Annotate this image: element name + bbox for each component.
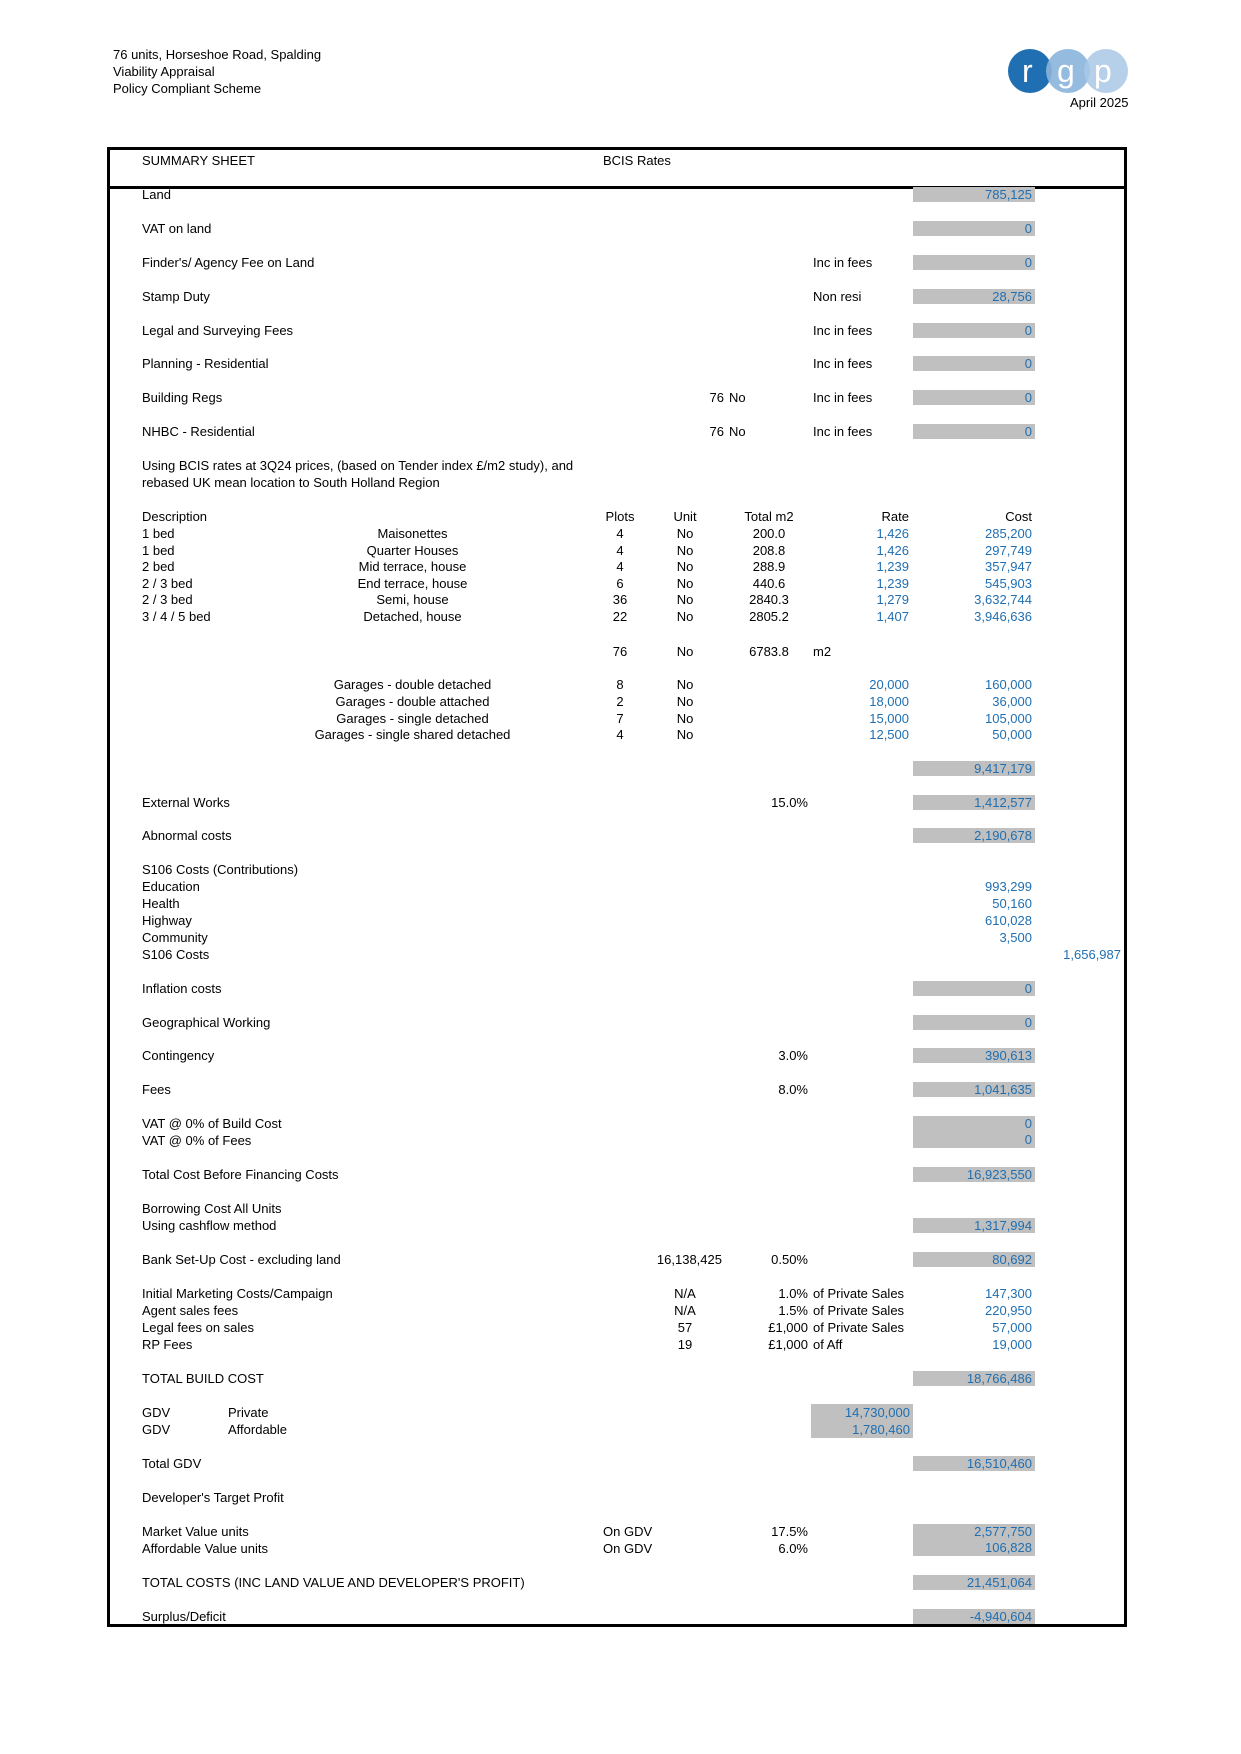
col-header-description: Description: [142, 509, 208, 524]
fees-pct: 8.0%: [778, 1082, 808, 1097]
unit-row-unit: No: [676, 559, 694, 575]
affordable-value-label: Affordable Value units: [142, 1541, 268, 1556]
total-m2: 6783.8: [749, 644, 789, 659]
marketing-row-basis: of Private Sales: [813, 1320, 905, 1335]
col-header-plots: Plots: [605, 509, 635, 524]
unit-row-cost: 3,632,744: [974, 592, 1032, 608]
gdv-affordable-type: Affordable: [228, 1422, 288, 1437]
affordable-value-basis: On GDV: [603, 1541, 653, 1556]
s106-item-label: Highway: [142, 913, 192, 928]
unit-row-unit: No: [676, 575, 694, 591]
unit-row-plots: 6: [616, 575, 624, 591]
unit-row-rate: 1,426: [876, 542, 909, 558]
gdv-private-value: 14,730,000: [811, 1404, 913, 1421]
garage-row-unit: No: [676, 693, 694, 709]
bank-setup-label: Bank Set-Up Cost - excluding land: [142, 1252, 341, 1267]
unit-row-cost: 297,749: [985, 542, 1032, 558]
unit-row-type: Quarter Houses: [366, 542, 459, 558]
surplus-deficit-value: -4,940,604: [913, 1609, 1035, 1624]
external-works-pct: 15.0%: [771, 795, 808, 810]
marketing-row-value: 147,300: [985, 1286, 1032, 1301]
garage-row-cost: 36,000: [992, 693, 1032, 709]
unit-row-m2: 440.6: [752, 575, 786, 591]
bank-setup-pct: 0.50%: [771, 1252, 808, 1267]
building-regs-note: Inc in fees: [813, 390, 873, 405]
market-value-label: Market Value units: [142, 1524, 249, 1539]
nhbc-qty: 76: [709, 424, 724, 439]
bank-setup-base: 16,138,425: [656, 1252, 722, 1267]
unit-row-type: End terrace, house: [357, 575, 468, 591]
planning-note: Inc in fees: [813, 356, 873, 371]
marketing-row-rate: 1.0%: [778, 1286, 808, 1301]
nhbc-unit: No: [729, 424, 746, 439]
s106-item-label: Health: [142, 896, 180, 911]
marketing-row-label: RP Fees: [142, 1337, 193, 1352]
total-costs-label: TOTAL COSTS (INC LAND VALUE AND DEVELOPER'S PROFIT): [142, 1575, 525, 1590]
marketing-row-rate: £1,000: [768, 1320, 808, 1335]
unit-row-cost: 545,903: [985, 575, 1032, 591]
land-label: Land: [142, 187, 171, 202]
total-build-cost-label: TOTAL BUILD COST: [142, 1371, 264, 1386]
bank-setup-value: 80,692: [913, 1252, 1035, 1267]
gdv-private-type: Private: [228, 1405, 269, 1420]
unit-row-type: Semi, house: [376, 592, 449, 608]
unit-row-desc: 3 / 4 / 5 bed: [142, 609, 211, 624]
marketing-row-qty: 19: [677, 1337, 693, 1352]
unit-row-cost: 3,946,636: [974, 609, 1032, 624]
vat-build-value: 0: [913, 1116, 1035, 1131]
geo-working-value: 0: [913, 1015, 1035, 1030]
borrowing-label-1: Borrowing Cost All Units: [142, 1201, 282, 1216]
col-header-unit: Unit: [673, 509, 697, 524]
unit-row-type: Maisonettes: [377, 526, 448, 541]
unit-row-rate: 1,239: [876, 559, 909, 575]
s106-total-value: 1,656,987: [1063, 947, 1121, 962]
header-line-2: Viability Appraisal: [113, 64, 215, 79]
garage-row-rate: 15,000: [869, 710, 909, 726]
bcis-rates-title: BCIS Rates: [603, 153, 671, 168]
building-regs-qty: 76: [709, 390, 724, 405]
total-plots: 76: [612, 644, 628, 659]
market-value-value: 2,577,750: [913, 1524, 1035, 1539]
vat-land-label: VAT on land: [142, 221, 212, 236]
s106-total-label: S106 Costs: [142, 947, 210, 962]
gdv-affordable-label: GDV: [142, 1422, 171, 1437]
marketing-row-basis: of Aff: [813, 1337, 843, 1352]
garage-row-unit: No: [676, 710, 694, 726]
surplus-deficit-label: Surplus/Deficit: [142, 1609, 226, 1624]
bcis-note-1: Using BCIS rates at 3Q24 prices, (based on Tender index £/m2 study), and: [142, 458, 574, 473]
garage-row-cost: 50,000: [992, 727, 1032, 743]
unit-row-rate: 1,279: [876, 592, 909, 608]
garage-row-type: Garages - double detached: [333, 677, 492, 692]
finder-fee-value: 0: [913, 255, 1035, 270]
geo-working-label: Geographical Working: [142, 1015, 271, 1030]
vat-fees-label: VAT @ 0% of Fees: [142, 1133, 252, 1148]
stamp-duty-note: Non resi: [813, 289, 862, 304]
borrowing-label-2: Using cashflow method: [142, 1218, 277, 1233]
unit-row-m2: 200.0: [752, 526, 786, 541]
abnormal-value: 2,190,678: [913, 828, 1035, 843]
stamp-duty-value: 28,756: [913, 289, 1035, 304]
vat-build-label: VAT @ 0% of Build Cost: [142, 1116, 282, 1131]
legal-surveying-value: 0: [913, 323, 1035, 338]
marketing-row-label: Agent sales fees: [142, 1303, 239, 1318]
s106-item-value: 610,028: [985, 913, 1032, 928]
marketing-row-rate: £1,000: [768, 1337, 808, 1352]
s106-item-value: 3,500: [999, 930, 1032, 945]
total-unit: No: [676, 644, 694, 659]
nhbc-label: NHBC - Residential: [142, 424, 255, 439]
garage-row-rate: 12,500: [869, 727, 909, 743]
marketing-row-value: 57,000: [992, 1320, 1032, 1335]
unit-row-desc: 2 bed: [142, 559, 175, 575]
rgp-logo: [1006, 46, 1142, 96]
unit-row-unit: No: [676, 526, 694, 541]
garage-row-rate: 20,000: [869, 677, 909, 692]
total-before-financing-value: 16,923,550: [913, 1167, 1035, 1182]
total-costs-value: 21,451,064: [913, 1575, 1035, 1590]
contingency-label: Contingency: [142, 1048, 215, 1063]
unit-row-cost: 357,947: [985, 559, 1032, 575]
total-before-financing-label: Total Cost Before Financing Costs: [142, 1167, 339, 1182]
garage-row-unit: No: [676, 727, 694, 743]
s106-item-value: 50,160: [992, 896, 1032, 911]
unit-row-unit: No: [676, 542, 694, 558]
borrowing-value: 1,317,994: [913, 1218, 1035, 1233]
marketing-row-label: Initial Marketing Costs/Campaign: [142, 1286, 333, 1301]
garage-row-cost: 160,000: [985, 677, 1032, 692]
building-regs-value: 0: [913, 390, 1035, 405]
marketing-row-label: Legal fees on sales: [142, 1320, 255, 1335]
garage-row-type: Garages - single shared detached: [314, 727, 511, 743]
nhbc-note: Inc in fees: [813, 424, 873, 439]
total-build-cost-value: 18,766,486: [913, 1371, 1035, 1386]
unit-row-m2: 288.9: [752, 559, 786, 575]
market-value-pct: 17.5%: [771, 1524, 808, 1539]
unit-row-plots: 36: [612, 592, 628, 608]
logo-letter-g: g: [1057, 53, 1075, 89]
unit-row-m2: 2805.2: [749, 609, 789, 624]
unit-row-plots: 4: [616, 542, 624, 558]
s106-item-label: Education: [142, 879, 200, 894]
building-regs-label: Building Regs: [142, 390, 223, 405]
marketing-row-basis: of Private Sales: [813, 1286, 905, 1301]
inflation-value: 0: [913, 981, 1035, 996]
unit-row-plots: 4: [616, 559, 624, 575]
fees-value: 1,041,635: [913, 1082, 1035, 1097]
unit-row-desc: 2 / 3 bed: [142, 575, 193, 591]
planning-label: Planning - Residential: [142, 356, 269, 371]
affordable-value-pct: 6.0%: [778, 1541, 808, 1556]
unit-row-rate: 1,239: [876, 575, 909, 591]
unit-row-type: Mid terrace, house: [358, 559, 467, 575]
s106-item-label: Community: [142, 930, 208, 945]
external-works-label: External Works: [142, 795, 230, 810]
total-gdv-label: Total GDV: [142, 1456, 202, 1471]
garage-row-type: Garages - double attached: [335, 693, 490, 709]
marketing-row-rate: 1.5%: [778, 1303, 808, 1318]
garage-row-plots: 2: [616, 693, 624, 709]
external-works-value: 1,412,577: [913, 795, 1035, 810]
col-header-total-m2: Total m2: [744, 509, 794, 524]
unit-row-m2: 2840.3: [749, 592, 789, 608]
legal-surveying-note: Inc in fees: [813, 323, 873, 338]
garage-row-plots: 7: [616, 710, 624, 726]
contingency-value: 390,613: [913, 1048, 1035, 1063]
vat-land-value: 0: [913, 221, 1035, 236]
unit-row-plots: 4: [616, 526, 624, 541]
unit-row-rate: 1,426: [876, 526, 909, 541]
unit-row-unit: No: [676, 592, 694, 608]
land-value: 785,125: [913, 187, 1035, 202]
unit-row-desc: 1 bed: [142, 542, 175, 558]
total-gdv-value: 16,510,460: [913, 1456, 1035, 1471]
garage-row-unit: No: [676, 677, 694, 692]
bcis-note-2: rebased UK mean location to South Holland Region: [142, 475, 440, 490]
summary-sheet-title: SUMMARY SHEET: [142, 153, 255, 168]
unit-row-rate: 1,407: [876, 609, 909, 624]
garage-row-type: Garages - single detached: [336, 710, 489, 726]
affordable-value-value: 106,828: [913, 1539, 1035, 1556]
header-line-1: 76 units, Horseshoe Road, Spalding: [113, 47, 322, 62]
garage-row-cost: 105,000: [985, 710, 1032, 726]
total-m2-unit: m2: [813, 644, 832, 659]
vat-fees-value: 0: [913, 1131, 1035, 1148]
logo-letter-p: p: [1094, 53, 1112, 89]
unit-row-desc: 1 bed: [142, 526, 175, 541]
header-line-3: Policy Compliant Scheme: [113, 81, 262, 96]
logo-letter-r: r: [1022, 53, 1033, 89]
marketing-row-value: 19,000: [992, 1337, 1032, 1352]
col-header-cost: Cost: [1005, 509, 1032, 524]
market-value-basis: On GDV: [603, 1524, 653, 1539]
finder-fee-note: Inc in fees: [813, 255, 873, 270]
building-regs-unit: No: [729, 390, 746, 405]
marketing-row-qty: N/A: [674, 1286, 696, 1301]
s106-item-value: 993,299: [985, 879, 1032, 894]
unit-row-desc: 2 / 3 bed: [142, 592, 193, 608]
marketing-row-basis: of Private Sales: [813, 1303, 905, 1318]
unit-row-unit: No: [676, 609, 694, 624]
marketing-row-value: 220,950: [985, 1303, 1032, 1318]
build-total-value: 9,417,179: [913, 761, 1035, 776]
report-date: April 2025: [1070, 95, 1129, 110]
legal-surveying-label: Legal and Surveying Fees: [142, 323, 294, 338]
inflation-label: Inflation costs: [142, 981, 222, 996]
s106-heading: S106 Costs (Contributions): [142, 862, 299, 877]
contingency-pct: 3.0%: [778, 1048, 808, 1063]
garage-row-plots: 4: [616, 727, 624, 743]
abnormal-label: Abnormal costs: [142, 828, 232, 843]
fees-label: Fees: [142, 1082, 171, 1097]
gdv-private-label: GDV: [142, 1405, 171, 1420]
unit-row-type: Detached, house: [363, 609, 462, 624]
unit-row-m2: 208.8: [752, 542, 786, 558]
marketing-row-qty: N/A: [674, 1303, 696, 1318]
stamp-duty-label: Stamp Duty: [142, 289, 210, 304]
planning-value: 0: [913, 356, 1035, 371]
finder-fee-label: Finder's/ Agency Fee on Land: [142, 255, 315, 270]
col-header-rate: Rate: [881, 509, 909, 524]
garage-row-rate: 18,000: [869, 693, 909, 709]
developer-profit-heading: Developer's Target Profit: [142, 1490, 284, 1505]
nhbc-value: 0: [913, 424, 1035, 439]
unit-row-cost: 285,200: [985, 526, 1032, 541]
unit-row-plots: 22: [612, 609, 628, 624]
garage-row-plots: 8: [616, 677, 624, 692]
gdv-affordable-value: 1,780,460: [811, 1421, 913, 1438]
marketing-row-qty: 57: [677, 1320, 693, 1335]
